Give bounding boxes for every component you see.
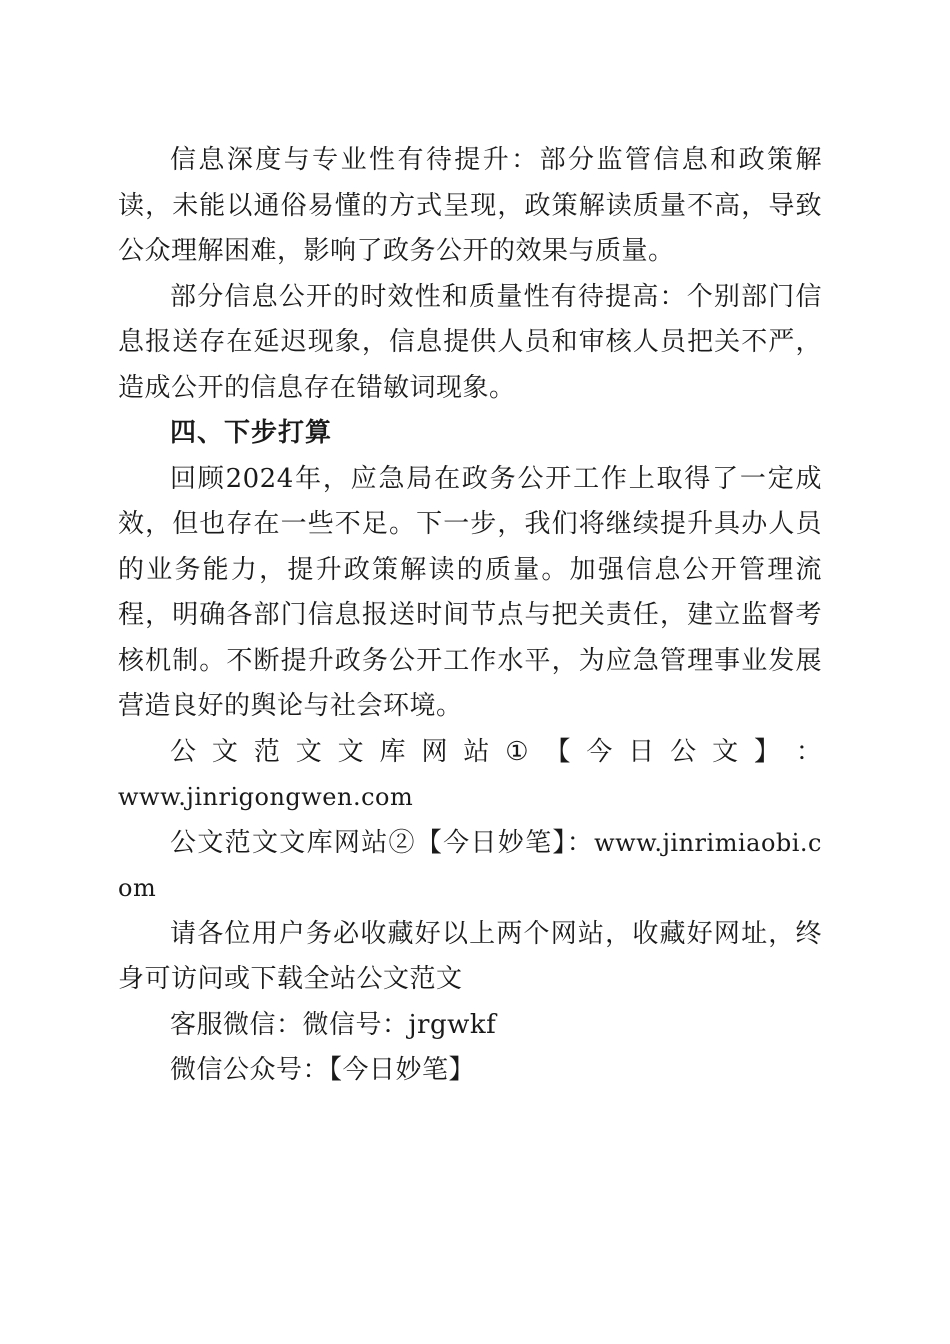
site1-char: 文 [295,736,322,767]
site1-char: 今 [586,736,613,767]
official-account: 微信公众号：【今日妙笔】 [170,1055,476,1085]
site1-char: 日 [628,736,655,767]
paragraph-info-depth: 信息深度与专业性有待提升：部分监管信息和政策解读，未能以通俗易懂的方式呈现，政策解读质量不高，导致公众理解困难，影响了政务公开的效果与质量。 [118,145,822,266]
site1-char: 文 [712,736,739,767]
site1-char: 范 [253,736,280,767]
service-wechat: 客服微信：微信号：jrgwkf [170,1009,497,1040]
site1-char: 文 [337,736,364,767]
site1-char: 公 [670,736,697,767]
paragraph-info-timeliness: 部分信息公开的时效性和质量性有待提高：个别部门信息报送存在延迟现象，信息提供人员和审核人员把关不严，造成公开的信息存在错敏词现象。 [118,281,822,403]
site2-line [118,821,822,912]
site1-url[interactable]: www.jinrigongwen.com [118,783,414,811]
site1-char: 库 [379,736,406,767]
paragraph-review: 回顾2024年，应急局在政务公开工作上取得了一定成效，但也存在一些不足。下一步，我们将继续提升具办人员的业务能力，提升政策解读的质量。加强信息公开管理流程，明确各部门信息报送时间节点与把关责任，建立监督考核机制。不断提升政务公开工作水平，为应急管理事业发展营造良好的舆论与社会环境。 [118,463,822,721]
site2-url[interactable]: www.jinrimiaobi.com [118,828,822,902]
section-heading-next-steps: 四、下步打算 [170,418,333,448]
site1-char: 站 [463,736,490,767]
bookmark-notice: 请各位用户务必收藏好以上两个网站，收藏好网址，终身可访问或下载全站公文范文 [118,918,822,994]
site1-char: 网 [421,736,448,767]
site1-label-line [118,730,822,776]
site1-char: 文 [211,736,238,767]
site1-char: ： [795,736,822,767]
document-page [118,138,822,1094]
site1-char: ① [505,736,529,767]
site1-char: 公 [170,736,197,767]
site2-label: 公文范文文库网站②【今日妙笔】： [170,827,595,858]
site1-char: 】 [753,736,780,767]
site1-char: 【 [544,736,571,767]
